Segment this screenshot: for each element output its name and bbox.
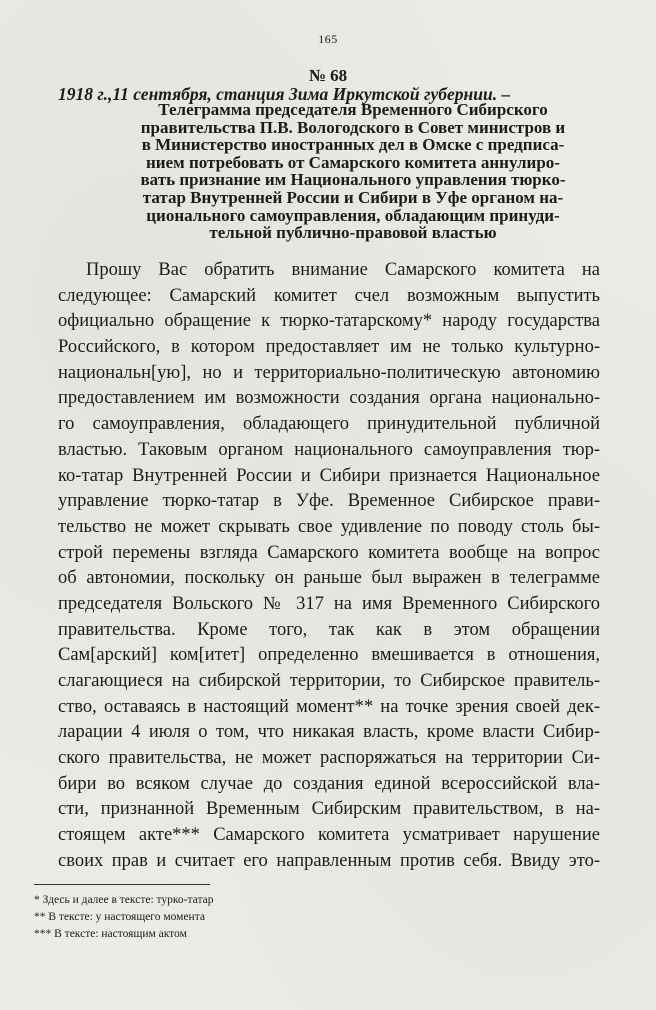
body-line: правительства. Кроме того, так как в этом обращении: [58, 619, 600, 640]
body-line: сти, признанной Временным Сибирским правительством, в на-: [58, 799, 600, 820]
footnote-divider: [34, 884, 210, 885]
body-line: предоставлением им возможности создания органа национально-: [58, 388, 600, 409]
body-line: строй перемены взгляда Самарского комитета вообще на вопрос: [58, 542, 600, 563]
body-line: бири во всяком случае до создания единой всероссийской вла-: [58, 773, 600, 794]
body-line: официально обращение к тюрко-татарскому* народу государства: [58, 311, 600, 332]
title-line: тельной публично-правовой властью: [209, 223, 497, 243]
body-line: об автономии, поскольку он раньше был выражен в телеграмме: [58, 568, 600, 589]
title-line: ционального самоуправления, обладающим принуди-: [146, 205, 560, 225]
footnotes: [34, 892, 434, 943]
body-line: тельство не может скрывать свое удивление по поводу столь бы-: [58, 516, 600, 537]
body-line: ского правительства, не может распоряжаться на территории Си-: [58, 748, 600, 769]
title-line: вать признание им Национального управления тюрко-: [140, 170, 566, 190]
body-line: ство, оставаясь в настоящий момент** на точке зрения своей дек-: [58, 696, 600, 717]
body-line: председателя Вольского № 317 на имя Временного Сибирского: [58, 593, 600, 614]
body-text: [58, 258, 600, 875]
dateline: 1918 г.,11 сентября, станция Зима Иркутской губернии. –: [58, 84, 511, 104]
footnote: * Здесь и далее в тексте: турко-татар: [34, 894, 214, 906]
body-line: своих прав и считает его направленным против себя. Ввиду это-: [58, 850, 600, 871]
footnote: ** В тексте: у настоящего момента: [34, 911, 205, 923]
body-line: национальн[ую], но и территориально-политическую автономию: [58, 362, 600, 383]
body-line: следующее: Самарский комитет счел возможным выпустить: [58, 285, 600, 306]
title-line: правительства П.В. Вологодского в Совет министров и: [140, 117, 566, 137]
body-line: ларации 4 июля о том, что никакая власть, кроме власти Сибир-: [58, 722, 600, 743]
footnote: *** В тексте: настоящим актом: [34, 928, 187, 940]
title-line: татар Внутренней России и Сибири в Уфе органом на-: [142, 187, 564, 207]
body-line: управление тюрко-татар в Уфе. Временное Сибирское прави-: [58, 491, 600, 512]
body-line: ко-татар Внутренней России и Сибири признается Национальное: [58, 465, 600, 486]
document-title: [88, 101, 618, 242]
page-number: 165: [318, 32, 338, 46]
title-line: Телеграмма председателя Временного Сибирского: [158, 100, 548, 119]
body-line: го самоуправления, обладающего принудительной публичной: [58, 414, 600, 435]
body-line: стоящем акте*** Самарского комитета усматривает нарушение: [58, 825, 600, 846]
body-line: Прошу Вас обратить внимание Самарского комитета на: [86, 260, 600, 280]
body-line: слагающиеся на сибирской территории, то Сибирское правитель-: [58, 671, 600, 691]
title-line: в Министерство иностранных дел в Омске с предписа-: [141, 135, 565, 155]
document-number: № 68: [308, 66, 348, 85]
body-line: властью. Таковым органом национального самоуправления тюр-: [58, 439, 600, 460]
body-line: Российского, в котором предоставляет им не только культурно-: [58, 337, 600, 358]
body-line: Сам[арский] ком[итет] определенно вмешивается в отношения,: [58, 645, 600, 666]
title-line: нием потребовать от Самарского комитета аннулиро-: [146, 152, 560, 172]
